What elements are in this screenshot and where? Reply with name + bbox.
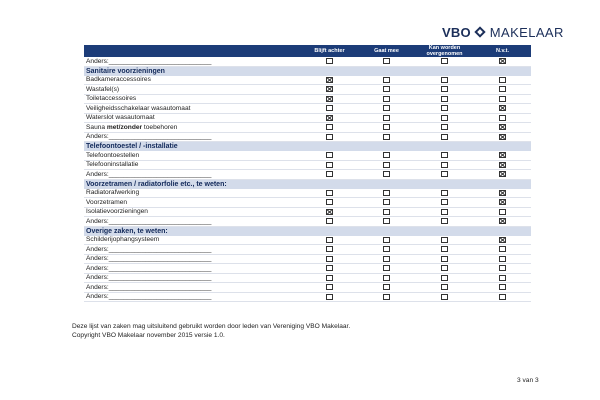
- row-label: Anders:____________________________: [84, 254, 301, 264]
- checkbox-cell-gaat-mee: [358, 85, 415, 95]
- checklist-row: [84, 160, 531, 170]
- checklist-row: [84, 207, 531, 217]
- row-label: Anders:____________________________: [84, 264, 301, 274]
- checkbox-cell-nvt: [474, 94, 531, 104]
- logo-vbo-text: VBO: [442, 25, 471, 40]
- checkbox-empty-icon[interactable]: [499, 209, 506, 215]
- checkbox-cell-gaat-mee: [358, 254, 415, 264]
- checkbox-cell-kan-worden-overgenomen: [415, 132, 474, 142]
- checkbox-cell-kan-worden-overgenomen: [415, 160, 474, 170]
- checkbox-empty-icon[interactable]: [441, 265, 448, 271]
- checkbox-cell-blijft-achter: [301, 245, 358, 255]
- checkbox-cell-blijft-achter: [301, 160, 358, 170]
- checkbox-empty-icon[interactable]: [383, 294, 390, 300]
- checkbox-cell-kan-worden-overgenomen: [415, 217, 474, 227]
- footer-line-1: Deze lijst van zaken mag uitsluitend gebruikt worden door leden van Vereniging VBO Makelaar.: [72, 323, 351, 330]
- checkbox-cell-nvt: [474, 273, 531, 283]
- checkbox-empty-icon[interactable]: [441, 246, 448, 252]
- checkbox-empty-icon[interactable]: [441, 96, 448, 102]
- checkbox-cell-nvt: [474, 113, 531, 123]
- checkbox-cell-kan-worden-overgenomen: [415, 123, 474, 133]
- checkbox-empty-icon[interactable]: [441, 284, 448, 290]
- row-label: Badkameraccessoires: [84, 76, 301, 85]
- checkbox-cell-kan-worden-overgenomen: [415, 104, 474, 114]
- row-label: Anders:____________________________: [84, 217, 301, 227]
- checkbox-cell-gaat-mee: [358, 273, 415, 283]
- checkbox-checked-icon[interactable]: [499, 124, 506, 130]
- checkbox-empty-icon[interactable]: [383, 256, 390, 262]
- checkbox-cell-blijft-achter: [301, 264, 358, 274]
- checklist-row: [84, 104, 531, 114]
- checkbox-cell-kan-worden-overgenomen: [415, 113, 474, 123]
- checkbox-cell-nvt: [474, 292, 531, 302]
- checkbox-checked-icon[interactable]: [499, 218, 506, 224]
- checklist-row: [84, 292, 531, 302]
- checkbox-checked-icon[interactable]: [326, 77, 333, 83]
- checklist-body: [84, 57, 531, 302]
- checkbox-empty-icon[interactable]: [499, 246, 506, 252]
- checkbox-empty-icon[interactable]: [441, 58, 448, 64]
- checkbox-cell-gaat-mee: [358, 170, 415, 180]
- vbo-makelaar-logo: [442, 25, 564, 40]
- checkbox-cell-nvt: [474, 236, 531, 245]
- row-label: Anders:____________________________: [84, 283, 301, 293]
- checkbox-cell-kan-worden-overgenomen: [415, 198, 474, 208]
- checkbox-empty-icon[interactable]: [441, 171, 448, 177]
- checklist-row: [84, 264, 531, 274]
- checkbox-empty-icon[interactable]: [499, 77, 506, 83]
- checkbox-checked-icon[interactable]: [326, 96, 333, 102]
- checkbox-cell-blijft-achter: [301, 113, 358, 123]
- row-label: Telefoontoestellen: [84, 151, 301, 160]
- checkbox-cell-nvt: [474, 104, 531, 114]
- checkbox-cell-kan-worden-overgenomen: [415, 245, 474, 255]
- checkbox-cell-gaat-mee: [358, 283, 415, 293]
- checkbox-cell-kan-worden-overgenomen: [415, 236, 474, 245]
- checkbox-cell-blijft-achter: [301, 94, 358, 104]
- footer-line-2: Copyright VBO Makelaar november 2015 versie 1.0.: [72, 331, 225, 339]
- checkbox-empty-icon[interactable]: [441, 218, 448, 224]
- checkbox-empty-icon[interactable]: [441, 77, 448, 83]
- checkbox-cell-kan-worden-overgenomen: [415, 207, 474, 217]
- checkbox-cell-blijft-achter: [301, 85, 358, 95]
- checkbox-cell-gaat-mee: [358, 245, 415, 255]
- checkbox-empty-icon[interactable]: [326, 58, 333, 64]
- checkbox-empty-icon[interactable]: [441, 209, 448, 215]
- checklist-row: [84, 189, 531, 198]
- header-kan-worden-overgenomen: Kan worden overgenomen: [415, 45, 474, 57]
- section-title: Telefoontoestel / -installatie: [84, 142, 531, 152]
- checkbox-empty-icon[interactable]: [499, 256, 506, 262]
- row-label: Veiligheidsschakelaar wasautomaat: [84, 104, 301, 114]
- checkbox-empty-icon[interactable]: [383, 209, 390, 215]
- checkbox-cell-nvt: [474, 283, 531, 293]
- checkbox-cell-gaat-mee: [358, 104, 415, 114]
- row-label: Toiletaccessoires: [84, 94, 301, 104]
- checkbox-empty-icon[interactable]: [499, 96, 506, 102]
- section-title: Sanitaire voorzieningen: [84, 66, 531, 76]
- row-label-pre: Sauna: [86, 123, 107, 131]
- diamond-icon: [475, 27, 486, 38]
- checkbox-cell-nvt: [474, 198, 531, 208]
- checklist-row: [84, 113, 531, 123]
- checkbox-empty-icon[interactable]: [326, 171, 333, 177]
- row-label: Waterslot wasautomaat: [84, 113, 301, 123]
- checkbox-empty-icon[interactable]: [441, 124, 448, 130]
- checkbox-empty-icon[interactable]: [326, 105, 333, 111]
- row-label: Schilderijophangsysteem: [84, 236, 301, 245]
- checkbox-cell-gaat-mee: [358, 113, 415, 123]
- checkbox-cell-kan-worden-overgenomen: [415, 189, 474, 198]
- checkbox-cell-blijft-achter: [301, 217, 358, 227]
- checkbox-empty-icon[interactable]: [383, 190, 390, 196]
- checkbox-empty-icon[interactable]: [383, 77, 390, 83]
- checkbox-cell-gaat-mee: [358, 123, 415, 133]
- section-header-row: [84, 179, 531, 189]
- checkbox-cell-blijft-achter: [301, 189, 358, 198]
- checkbox-cell-nvt: [474, 189, 531, 198]
- checkbox-cell-nvt: [474, 245, 531, 255]
- checklist-row: [84, 85, 531, 95]
- checkbox-cell-kan-worden-overgenomen: [415, 254, 474, 264]
- checkbox-cell-blijft-achter: [301, 104, 358, 114]
- section-title: Overige zaken, te weten:: [84, 226, 531, 236]
- checkbox-cell-kan-worden-overgenomen: [415, 85, 474, 95]
- row-label-bold: met/zonder: [106, 123, 143, 131]
- row-label: Isolatievoorzieningen: [84, 207, 301, 217]
- checkbox-empty-icon[interactable]: [499, 294, 506, 300]
- checkbox-empty-icon[interactable]: [441, 152, 448, 158]
- section-header-row: [84, 226, 531, 236]
- checkbox-checked-icon[interactable]: [499, 162, 506, 168]
- checkbox-empty-icon[interactable]: [499, 265, 506, 271]
- checkbox-cell-blijft-achter: [301, 151, 358, 160]
- checkbox-empty-icon[interactable]: [383, 246, 390, 252]
- checkbox-cell-gaat-mee: [358, 94, 415, 104]
- checkbox-empty-icon[interactable]: [326, 162, 333, 168]
- checkbox-cell-gaat-mee: [358, 189, 415, 198]
- checkbox-empty-icon[interactable]: [326, 124, 333, 130]
- checkbox-cell-nvt: [474, 264, 531, 274]
- checkbox-empty-icon[interactable]: [499, 86, 506, 92]
- checkbox-cell-blijft-achter: [301, 57, 358, 66]
- checkbox-cell-gaat-mee: [358, 132, 415, 142]
- checkbox-cell-blijft-achter: [301, 76, 358, 85]
- header-nvt: N.v.t.: [474, 45, 531, 57]
- checkbox-cell-gaat-mee: [358, 198, 415, 208]
- checkbox-empty-icon[interactable]: [383, 218, 390, 224]
- checkbox-cell-blijft-achter: [301, 236, 358, 245]
- checkbox-empty-icon[interactable]: [441, 237, 448, 243]
- checkbox-empty-icon[interactable]: [326, 284, 333, 290]
- footer-note: [72, 323, 350, 340]
- checkbox-empty-icon[interactable]: [441, 190, 448, 196]
- checkbox-checked-icon[interactable]: [326, 115, 333, 121]
- row-label: Radiatorafwerking: [84, 189, 301, 198]
- checkbox-cell-blijft-achter: [301, 207, 358, 217]
- row-label: Anders:____________________________: [84, 245, 301, 255]
- checklist-row: [84, 198, 531, 208]
- checkbox-cell-nvt: [474, 57, 531, 66]
- row-label: Anders:____________________________: [84, 57, 301, 66]
- checkbox-empty-icon[interactable]: [383, 124, 390, 130]
- checkbox-cell-blijft-achter: [301, 273, 358, 283]
- checkbox-empty-icon[interactable]: [326, 190, 333, 196]
- checkbox-cell-nvt: [474, 76, 531, 85]
- checklist-row: [84, 123, 531, 133]
- row-label: Wastafel(s): [84, 85, 301, 95]
- row-label: [84, 123, 301, 133]
- checkbox-cell-gaat-mee: [358, 207, 415, 217]
- page-number: 3 van 3: [517, 377, 539, 384]
- checkbox-cell-gaat-mee: [358, 151, 415, 160]
- checkbox-empty-icon[interactable]: [441, 86, 448, 92]
- checkbox-checked-icon[interactable]: [499, 58, 506, 64]
- checkbox-empty-icon[interactable]: [383, 284, 390, 290]
- checkbox-cell-kan-worden-overgenomen: [415, 151, 474, 160]
- checkbox-checked-icon[interactable]: [499, 134, 506, 140]
- checkbox-checked-icon[interactable]: [499, 190, 506, 196]
- checkbox-empty-icon[interactable]: [326, 218, 333, 224]
- checkbox-cell-nvt: [474, 160, 531, 170]
- row-label: Anders:____________________________: [84, 132, 301, 142]
- checkbox-cell-nvt: [474, 151, 531, 160]
- checklist-row: [84, 245, 531, 255]
- checkbox-cell-blijft-achter: [301, 170, 358, 180]
- checkbox-empty-icon[interactable]: [383, 134, 390, 140]
- row-label: Anders:____________________________: [84, 292, 301, 302]
- checkbox-checked-icon[interactable]: [326, 86, 333, 92]
- logo-makelaar-text: MAKELAAR: [489, 25, 564, 40]
- checkbox-empty-icon[interactable]: [383, 86, 390, 92]
- header-row: [84, 45, 531, 57]
- checkbox-cell-kan-worden-overgenomen: [415, 283, 474, 293]
- checkbox-cell-kan-worden-overgenomen: [415, 264, 474, 274]
- section-title: Voorzetramen / radiatorfolie etc., te weten:: [84, 179, 531, 189]
- header-blijft-achter: Blijft achter: [301, 45, 358, 57]
- checkbox-cell-nvt: [474, 123, 531, 133]
- checklist-row: [84, 236, 531, 245]
- checkbox-empty-icon[interactable]: [383, 162, 390, 168]
- checkbox-cell-blijft-achter: [301, 132, 358, 142]
- checkbox-empty-icon[interactable]: [441, 105, 448, 111]
- checkbox-checked-icon[interactable]: [499, 171, 506, 177]
- checkbox-empty-icon[interactable]: [383, 237, 390, 243]
- checkbox-empty-icon[interactable]: [383, 199, 390, 205]
- checklist-row: [84, 57, 531, 66]
- checkbox-empty-icon[interactable]: [499, 284, 506, 290]
- checkbox-cell-kan-worden-overgenomen: [415, 94, 474, 104]
- checkbox-cell-gaat-mee: [358, 264, 415, 274]
- checklist-row: [84, 273, 531, 283]
- checkbox-empty-icon[interactable]: [383, 115, 390, 121]
- checkbox-cell-nvt: [474, 207, 531, 217]
- checkbox-empty-icon[interactable]: [499, 115, 506, 121]
- checkbox-empty-icon[interactable]: [441, 162, 448, 168]
- checkbox-cell-kan-worden-overgenomen: [415, 170, 474, 180]
- checkbox-cell-blijft-achter: [301, 254, 358, 264]
- checklist-row: [84, 283, 531, 293]
- checkbox-cell-kan-worden-overgenomen: [415, 292, 474, 302]
- checkbox-cell-blijft-achter: [301, 123, 358, 133]
- checkbox-empty-icon[interactable]: [441, 134, 448, 140]
- checkbox-cell-gaat-mee: [358, 76, 415, 85]
- checkbox-cell-nvt: [474, 85, 531, 95]
- checkbox-empty-icon[interactable]: [441, 115, 448, 121]
- checkbox-cell-kan-worden-overgenomen: [415, 273, 474, 283]
- checkbox-cell-nvt: [474, 132, 531, 142]
- checklist-row: [84, 217, 531, 227]
- checkbox-checked-icon[interactable]: [499, 237, 506, 243]
- checkbox-cell-gaat-mee: [358, 292, 415, 302]
- checklist-row: [84, 76, 531, 85]
- checkbox-empty-icon[interactable]: [383, 171, 390, 177]
- section-header-row: [84, 66, 531, 76]
- checkbox-empty-icon[interactable]: [383, 275, 390, 281]
- checkbox-empty-icon[interactable]: [326, 275, 333, 281]
- row-label: Anders:____________________________: [84, 170, 301, 180]
- checkbox-cell-gaat-mee: [358, 57, 415, 66]
- checkbox-empty-icon[interactable]: [326, 134, 333, 140]
- section-header-row: [84, 142, 531, 152]
- checkbox-empty-icon[interactable]: [383, 265, 390, 271]
- checklist-table: [84, 45, 531, 302]
- checkbox-empty-icon[interactable]: [499, 275, 506, 281]
- checkbox-cell-blijft-achter: [301, 198, 358, 208]
- checkbox-empty-icon[interactable]: [383, 152, 390, 158]
- checkbox-empty-icon[interactable]: [326, 294, 333, 300]
- checkbox-cell-kan-worden-overgenomen: [415, 57, 474, 66]
- checkbox-cell-kan-worden-overgenomen: [415, 76, 474, 85]
- header-item: [84, 45, 301, 57]
- checkbox-empty-icon[interactable]: [383, 58, 390, 64]
- checkbox-cell-nvt: [474, 217, 531, 227]
- checkbox-cell-gaat-mee: [358, 236, 415, 245]
- checkbox-empty-icon[interactable]: [326, 199, 333, 205]
- checkbox-cell-gaat-mee: [358, 160, 415, 170]
- checklist-row: [84, 151, 531, 160]
- checkbox-cell-nvt: [474, 254, 531, 264]
- header-gaat-mee: Gaat mee: [358, 45, 415, 57]
- checkbox-cell-nvt: [474, 170, 531, 180]
- checkbox-empty-icon[interactable]: [326, 246, 333, 252]
- checkbox-empty-icon[interactable]: [383, 96, 390, 102]
- checkbox-checked-icon[interactable]: [499, 152, 506, 158]
- checkbox-empty-icon[interactable]: [326, 265, 333, 271]
- checkbox-empty-icon[interactable]: [326, 237, 333, 243]
- checkbox-empty-icon[interactable]: [441, 256, 448, 262]
- checkbox-empty-icon[interactable]: [441, 275, 448, 281]
- checkbox-checked-icon[interactable]: [499, 105, 506, 111]
- checkbox-cell-gaat-mee: [358, 217, 415, 227]
- checkbox-empty-icon[interactable]: [441, 199, 448, 205]
- checkbox-empty-icon[interactable]: [326, 152, 333, 158]
- checkbox-checked-icon[interactable]: [326, 209, 333, 215]
- checklist-row: [84, 94, 531, 104]
- row-label: Anders:____________________________: [84, 273, 301, 283]
- checkbox-checked-icon[interactable]: [499, 199, 506, 205]
- checkbox-cell-blijft-achter: [301, 292, 358, 302]
- checkbox-empty-icon[interactable]: [383, 105, 390, 111]
- checklist-row: [84, 132, 531, 142]
- checkbox-empty-icon[interactable]: [441, 294, 448, 300]
- checklist-row: [84, 170, 531, 180]
- checkbox-empty-icon[interactable]: [326, 256, 333, 262]
- checklist-row: [84, 254, 531, 264]
- row-label-post: toebehoren: [142, 123, 178, 131]
- row-label: Voorzetramen: [84, 198, 301, 208]
- row-label: Telefooninstallatie: [84, 160, 301, 170]
- checkbox-cell-blijft-achter: [301, 283, 358, 293]
